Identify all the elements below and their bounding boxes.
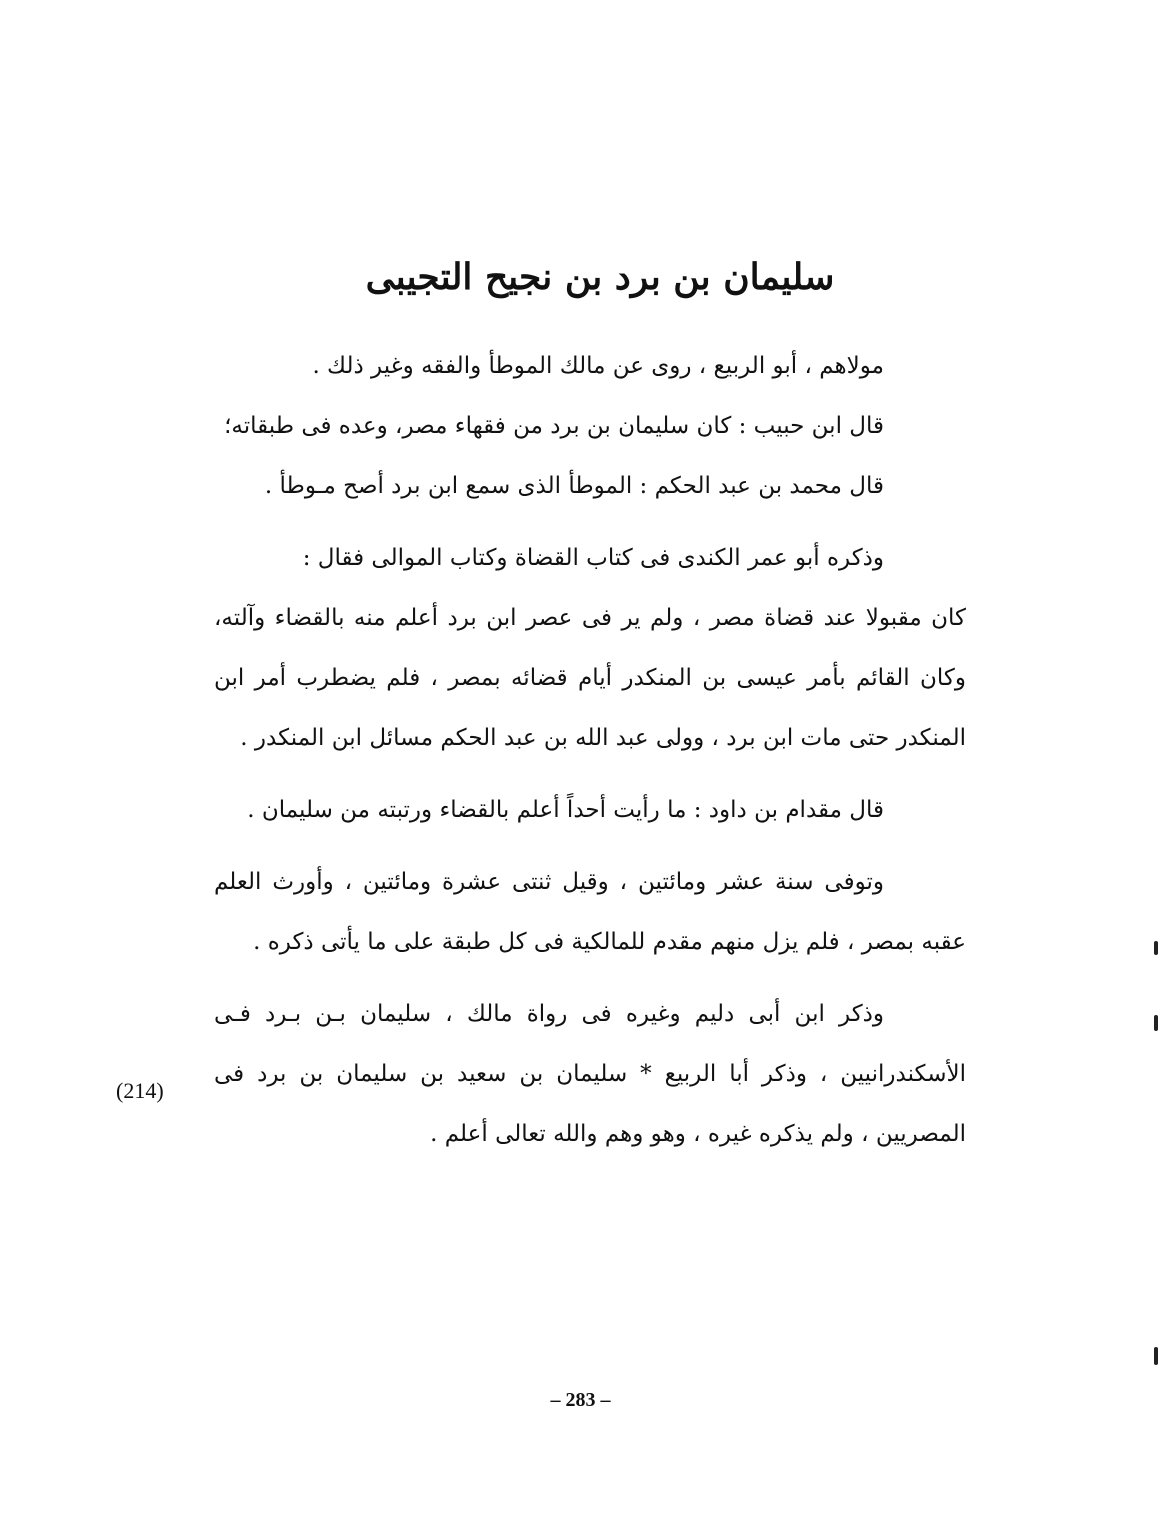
text-line: المنكدر حتى مات ابن برد ، وولى عبد الله بن عبد الحكم مسائل ابن المنكدر . bbox=[240, 725, 966, 751]
paragraph bbox=[214, 528, 966, 768]
margin-reference-number: (214) bbox=[116, 1078, 164, 1103]
text-line: كان مقبولا عند قضاة مصر ، ولم ير فى عصر ابن برد أعلم منه بالقضاء وآلته، bbox=[214, 605, 966, 631]
page-number: – 283 – bbox=[550, 1389, 611, 1411]
text-line: وكان القائم بأمر عيسى بن المنكدر أيام قضائه بمصر ، فلم يضطرب أمر ابن bbox=[214, 665, 966, 691]
text-line: قال ابن حبيب : كان سليمان بن برد من فقهاء مصر، وعده فى طبقاته؛ bbox=[224, 413, 884, 439]
scan-mark bbox=[1154, 1347, 1158, 1365]
text-line: وذكر ابن أبى دليم وغيره فى رواة مالك ، سليمان بـن بـرد فـى bbox=[214, 1001, 884, 1027]
text-line: مولاهم ، أبو الربيع ، روى عن مالك الموطأ والفقه وغير ذلك . bbox=[312, 353, 884, 379]
scan-mark bbox=[1154, 941, 1158, 955]
text-line: قال محمد بن عبد الحكم : الموطأ الذى سمع ابن برد أصح مـوطأ . bbox=[264, 473, 884, 499]
text-line: قال مقدام بن داود : ما رأيت أحداً أعلم بالقضاء ورتبته من سليمان . bbox=[247, 797, 884, 823]
paragraph bbox=[214, 852, 966, 972]
text-line: وتوفى سنة عشر ومائتين ، وقيل ثنتى عشرة ومائتين ، وأورث العلم bbox=[214, 869, 884, 895]
body-text bbox=[214, 336, 966, 1164]
text-line: المصريين ، ولم يذكره غيره ، وهو وهم والله تعالى أعلم . bbox=[430, 1121, 966, 1147]
text-line: الأسكندرانيين ، وذكر أبا الربيع * سليمان بن سعيد بن سليمان بن برد فى bbox=[214, 1061, 966, 1087]
text-line: عقبه بمصر ، فلم يزل منهم مقدم للمالكية فى كل طبقة على ما يأتى ذكره . bbox=[253, 929, 966, 955]
biography-title: سليمان بن برد بن نجيح التجيبى bbox=[365, 256, 835, 298]
paragraph bbox=[214, 984, 966, 1164]
paragraph bbox=[214, 780, 966, 840]
paragraph bbox=[214, 336, 966, 516]
scan-mark bbox=[1154, 1015, 1158, 1031]
text-line: وذكره أبو عمر الكندى فى كتاب القضاة وكتاب الموالى فقال : bbox=[302, 545, 884, 571]
